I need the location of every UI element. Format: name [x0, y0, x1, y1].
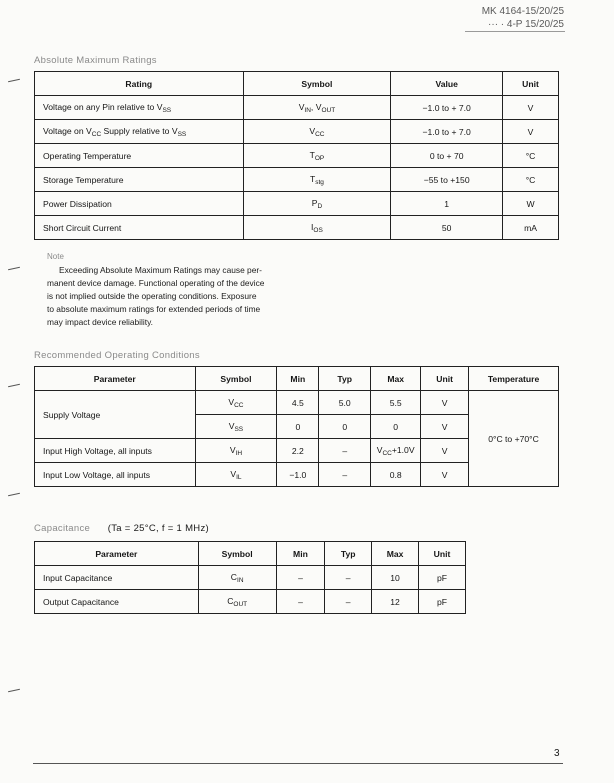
rating-cell: Voltage on $V_{CC}$ Supply relative to $V_{SS}$: [35, 120, 244, 144]
unit-cell: pF: [419, 566, 466, 590]
temperature-cell: 0°C to +70°C: [469, 391, 559, 487]
col-header-typ: Typ: [319, 367, 371, 391]
parameter-cell: Input Low Voltage, all inputs: [35, 463, 196, 487]
margin-mark: [8, 384, 20, 387]
value-cell: −55 to +150: [391, 168, 503, 192]
abs-max-table: [34, 71, 559, 240]
col-header-symbol: Symbol: [243, 72, 391, 96]
unit-cell: V: [503, 120, 559, 144]
col-header-min: Min: [276, 542, 325, 566]
value-cell: −1.0 to + 7.0: [391, 120, 503, 144]
max-cell: $V_{CC}+1.0V$: [371, 439, 421, 463]
table-header-row: [35, 542, 466, 566]
unit-cell: mA: [503, 216, 559, 240]
table-header-row: [35, 72, 559, 96]
supply-voltage-cell: Supply Voltage: [35, 391, 196, 439]
col-header-unit: Unit: [419, 542, 466, 566]
value-cell: 0 to + 70: [391, 144, 503, 168]
note-line: Exceeding Absolute Maximum Ratings may cause per-: [59, 265, 262, 275]
symbol-cell: $V_{CC}$: [195, 391, 277, 415]
min-cell: 2.2: [277, 439, 319, 463]
table-row: [35, 590, 466, 614]
note-line: is not implied outside the operating conditions. Exposure: [47, 291, 257, 301]
rating-cell: Voltage on any Pin relative to $V_{SS}$: [35, 96, 244, 120]
capacitance-title: [34, 523, 209, 534]
symbol-cell: $C_{OUT}$: [198, 590, 276, 614]
value-cell: 50: [391, 216, 503, 240]
doc-part-number-1: MK 4164-15/20/25: [481, 6, 564, 17]
note-line: to absolute maximum ratings for extended periods of time: [47, 304, 261, 314]
symbol-cell: $V_{IN}$, $V_{OUT}$: [243, 96, 391, 120]
min-cell: 4.5: [277, 391, 319, 415]
symbol-cell: $V_{SS}$: [195, 415, 277, 439]
table-header-row: [35, 367, 559, 391]
col-header-temperature: Temperature: [469, 367, 559, 391]
footer-divider: [33, 763, 563, 764]
capacitance-conditions: (Ta = 25°C, f = 1 MHz): [107, 523, 209, 534]
col-header-symbol: Symbol: [198, 542, 276, 566]
unit-cell: °C: [503, 144, 559, 168]
col-header-unit: Unit: [503, 72, 559, 96]
table-row: [35, 391, 559, 415]
col-header-max: Max: [372, 542, 419, 566]
typ-cell: 0: [319, 415, 371, 439]
typ-cell: –: [325, 590, 372, 614]
table-row: [35, 120, 559, 144]
doc-part-number-2: ··· · 4-P 15/20/25: [488, 19, 564, 30]
typ-cell: –: [325, 566, 372, 590]
table-row: [35, 96, 559, 120]
unit-cell: W: [503, 192, 559, 216]
min-cell: –: [276, 566, 325, 590]
col-header-rating: Rating: [35, 72, 244, 96]
max-cell: 5.5: [371, 391, 421, 415]
parameter-cell: Output Capacitance: [35, 590, 199, 614]
table-row: [35, 216, 559, 240]
note-label: Note: [47, 252, 64, 261]
typ-cell: –: [319, 439, 371, 463]
symbol-cell: $V_{IH}$: [195, 439, 277, 463]
margin-mark: [8, 267, 20, 270]
note-text: [47, 264, 302, 329]
col-header-parameter: Parameter: [35, 542, 199, 566]
col-header-parameter: Parameter: [35, 367, 196, 391]
col-header-min: Min: [277, 367, 319, 391]
unit-cell: V: [503, 96, 559, 120]
col-header-value: Value: [391, 72, 503, 96]
symbol-cell: $T_{stg}$: [243, 168, 391, 192]
symbol-cell: $I_{OS}$: [243, 216, 391, 240]
symbol-cell: $V_{CC}$: [243, 120, 391, 144]
max-cell: 0: [371, 415, 421, 439]
symbol-cell: $V_{IL}$: [195, 463, 277, 487]
max-cell: 12: [372, 590, 419, 614]
min-cell: 0: [277, 415, 319, 439]
table-row: [35, 192, 559, 216]
rating-cell: Operating Temperature: [35, 144, 244, 168]
col-header-symbol: Symbol: [195, 367, 277, 391]
rating-cell: Power Dissipation: [35, 192, 244, 216]
rec-op-table: [34, 366, 559, 487]
page-number: 3: [554, 748, 560, 759]
min-cell: −1.0: [277, 463, 319, 487]
unit-cell: V: [421, 463, 469, 487]
max-cell: 0.8: [371, 463, 421, 487]
rating-cell: Storage Temperature: [35, 168, 244, 192]
col-header-unit: Unit: [421, 367, 469, 391]
note-line: may impact device reliability.: [47, 317, 153, 327]
min-cell: –: [276, 590, 325, 614]
margin-mark: [8, 689, 20, 692]
rec-op-title: Recommended Operating Conditions: [34, 350, 200, 361]
table-row: [35, 566, 466, 590]
max-cell: 10: [372, 566, 419, 590]
typ-cell: 5.0: [319, 391, 371, 415]
note-line: manent device damage. Functional operating of the device: [47, 278, 265, 288]
value-cell: −1.0 to + 7.0: [391, 96, 503, 120]
margin-mark: [8, 79, 20, 82]
unit-cell: V: [421, 415, 469, 439]
capacitance-table: [34, 541, 466, 614]
abs-max-title: Absolute Maximum Ratings: [34, 55, 157, 66]
unit-cell: V: [421, 391, 469, 415]
rating-cell: Short Circuit Current: [35, 216, 244, 240]
typ-cell: –: [319, 463, 371, 487]
table-row: [35, 144, 559, 168]
capacitance-title-text: Capacitance: [34, 523, 91, 534]
value-cell: 1: [391, 192, 503, 216]
table-row: [35, 168, 559, 192]
symbol-cell: $T_{OP}$: [243, 144, 391, 168]
header-divider: [465, 31, 565, 32]
margin-mark: [8, 493, 20, 496]
col-header-typ: Typ: [325, 542, 372, 566]
unit-cell: °C: [503, 168, 559, 192]
symbol-cell: $P_D$: [243, 192, 391, 216]
unit-cell: V: [421, 439, 469, 463]
unit-cell: pF: [419, 590, 466, 614]
parameter-cell: Input High Voltage, all inputs: [35, 439, 196, 463]
parameter-cell: Input Capacitance: [35, 566, 199, 590]
col-header-max: Max: [371, 367, 421, 391]
symbol-cell: $C_{IN}$: [198, 566, 276, 590]
